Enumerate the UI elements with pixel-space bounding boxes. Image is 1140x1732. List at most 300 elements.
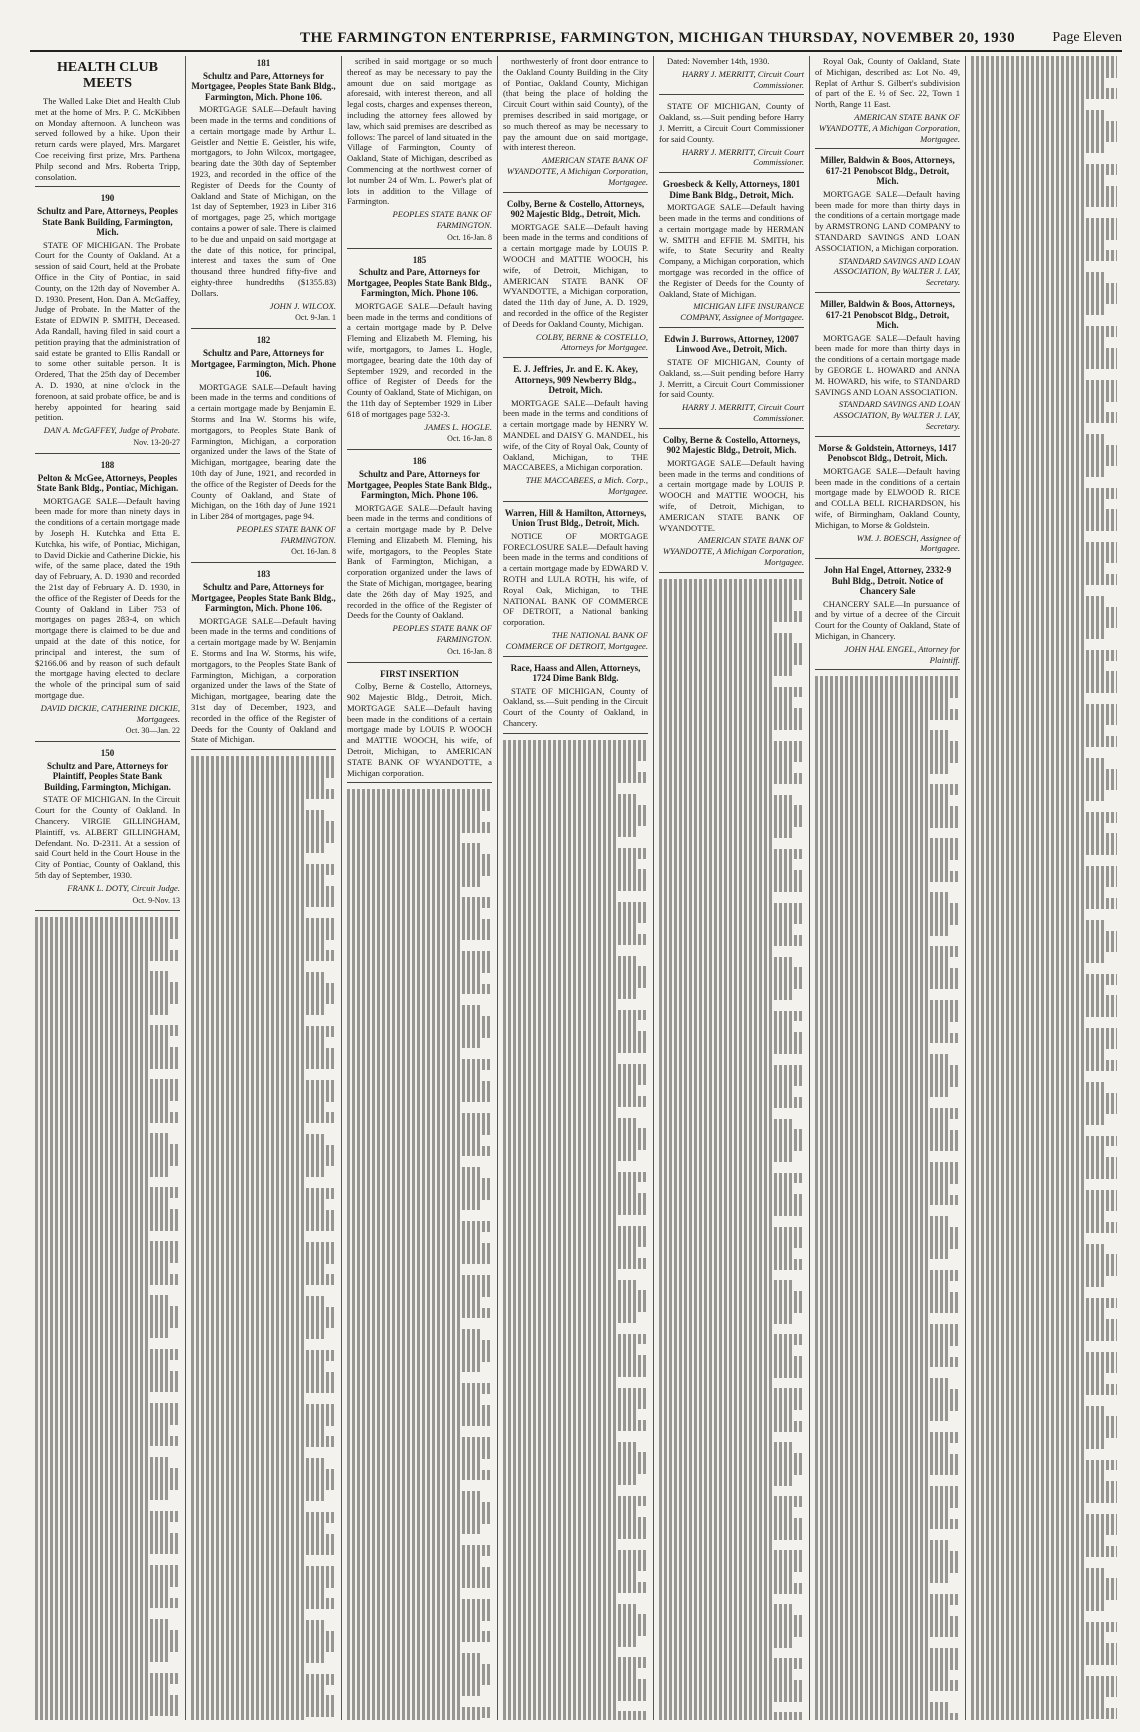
- text-line: [971, 218, 1117, 229]
- text-line: [659, 1561, 804, 1572]
- text-line: [815, 698, 948, 709]
- dense-text-filler: [191, 756, 336, 1720]
- text-line: [191, 1274, 336, 1285]
- text-line: [815, 849, 960, 860]
- text-line: [35, 1392, 148, 1403]
- text-line: [35, 1285, 148, 1296]
- text-line: [971, 1535, 1105, 1546]
- text-line: [971, 1406, 1105, 1417]
- text-line: [347, 1437, 492, 1448]
- text-line: [659, 643, 804, 654]
- text-line: [191, 1609, 304, 1620]
- text-line: [971, 1449, 1085, 1460]
- text-line: [503, 1593, 616, 1604]
- text-line: [815, 1659, 960, 1670]
- text-line: [971, 1524, 1117, 1535]
- text-line: [347, 789, 492, 800]
- text-line: [503, 1290, 648, 1301]
- notice-signature: THE NATIONAL BANK OF COMMERCE OF DETROIT, Mortgagee.: [505, 629, 648, 651]
- notice-dates: Nov. 13-20-27: [133, 438, 180, 448]
- text-line: [815, 1519, 960, 1530]
- text-line: [659, 751, 804, 762]
- text-line: [503, 1463, 648, 1474]
- text-line: [971, 207, 1085, 218]
- text-line: [503, 1398, 648, 1409]
- text-line: [503, 1517, 648, 1528]
- text-line: [971, 1136, 1117, 1147]
- text-line: [659, 1388, 804, 1399]
- text-line: [347, 887, 460, 898]
- text-line: [347, 1210, 460, 1221]
- divider: [815, 292, 960, 293]
- notice-signature: PEOPLES STATE BANK OF FARMINGTON.: [392, 209, 492, 230]
- text-line: [971, 1427, 1117, 1438]
- notice-body: MORTGAGE SALE—Default having been made in the terms and conditions of a certain mortgage made by Benjamin E. Storms and Ina W. Storms his wife, mortgagors, to Peoples State Bank of Farmington, Michigan, a corporation organized under the laws of the State of Michigan, mortgagee, bearing date the 10th day of June, 1921, and recorded in the office of the Register of Deeds for the County of Oakland, and State of Michigan, on the 16th day of June 1921 in Liber 284 of mortgages, page 94.: [191, 381, 336, 522]
- text-line: [503, 1452, 648, 1463]
- text-line: [191, 1404, 336, 1415]
- text-line: [347, 1135, 480, 1146]
- text-line: [35, 1608, 148, 1619]
- text-line: [659, 622, 772, 633]
- text-line: [347, 854, 492, 865]
- text-line: [35, 1457, 168, 1468]
- text-line: [347, 1308, 492, 1319]
- text-line: [659, 1140, 804, 1151]
- text-line: [347, 865, 492, 876]
- notice-heading: Race, Haass and Allen, Attorneys, 1724 Dime Bank Bldg.: [510, 662, 641, 684]
- text-line: [347, 1383, 492, 1394]
- text-line: [503, 1647, 616, 1658]
- text-line: [35, 1511, 180, 1522]
- text-line: [503, 956, 636, 967]
- text-line: [35, 1036, 168, 1047]
- text-line: [503, 1355, 648, 1366]
- text-line: [35, 1436, 180, 1447]
- text-line: [815, 1605, 948, 1616]
- notice-body: MORTGAGE SALE—Default having been made in the conditions of a certain mortgage made by ELWOOD R. RICE and COLLA BELL RICHARDSON, his wife, of Birmingham, Oakland County, Michigan, to Morse & Goldstein.: [815, 465, 960, 530]
- text-line: [191, 1674, 336, 1685]
- text-line: [659, 1572, 792, 1583]
- divider: [347, 248, 492, 249]
- column-6: [810, 56, 966, 1720]
- text-line: [659, 1410, 792, 1421]
- text-line: [503, 1690, 648, 1701]
- legal-notice: [503, 663, 648, 734]
- text-line: [971, 1600, 1105, 1611]
- text-line: [815, 1054, 948, 1065]
- text-line: [503, 1334, 648, 1345]
- text-line: [659, 1227, 804, 1238]
- text-line: [971, 1438, 1105, 1449]
- text-line: [971, 1200, 1117, 1211]
- text-line: [971, 1341, 1085, 1352]
- text-line: [659, 1669, 792, 1680]
- text-line: [503, 902, 648, 913]
- text-line: [971, 596, 1105, 607]
- text-line: [659, 1378, 772, 1389]
- text-line: [347, 1675, 492, 1686]
- text-line: [971, 402, 1105, 413]
- text-line: [815, 871, 960, 882]
- text-line: [659, 708, 804, 719]
- notice-body: Royal Oak, County of Oakland, State of Michigan, described as: Lot No. 49, Replat of Arthur S. Gilbert's subdivision of part of the E. ½ of Sec. 22, Town 1 North, Range 11 East.: [815, 56, 960, 110]
- notice-heading: Miller, Baldwin & Boos, Attorneys, 617-21 Penobscot Bldg., Detroit, Mich.: [820, 299, 955, 331]
- text-line: [35, 1144, 180, 1155]
- column-7: [966, 56, 1122, 1720]
- text-line: [347, 1113, 492, 1124]
- legal-notice: [659, 179, 804, 328]
- column-3: [342, 56, 498, 1720]
- notice-heading: John Hal Engel, Attorney, 2332-9 Buhl Bldg., Detroit. Notice of Chancery Sale: [823, 565, 952, 597]
- text-line: [659, 1129, 804, 1140]
- text-line: [971, 283, 1117, 294]
- text-line: [191, 940, 324, 951]
- text-line: [503, 859, 636, 870]
- text-line: [971, 823, 1105, 834]
- text-line: [191, 1652, 324, 1663]
- text-line: [347, 1448, 492, 1459]
- text-line: [191, 1469, 336, 1480]
- text-line: [503, 1657, 648, 1668]
- text-line: [347, 1340, 492, 1351]
- text-line: [971, 1514, 1117, 1525]
- text-line: [347, 1534, 460, 1545]
- text-line: [347, 1146, 492, 1157]
- text-line: [971, 1319, 1117, 1330]
- text-line: [815, 752, 960, 763]
- notice-body: MORTGAGE SALE—Default having been made for more than ninety days in the conditions of a certain mortgage made by Joseph H. Kutchka and Etta E. Kutchka, his wife, of Pontiac, Michigan, to David Dickie and Catherine Dickie, his wife, of the same place, dated the 19th day of February, A. D. 1930 and recorded the 21st day of February A. D. 1930, in the office of the Register of Deeds for the County of Oakland in Liber 753 of mortgages on pages 283-4, on which mortgage there is claimed to be due and unpaid at the date of this notice, for principal and interest, the sum of $2166.06 and by reason of such default the mortgage having elected to declare the whole of the principal sum of said mortgage due.: [35, 495, 180, 700]
- text-line: [971, 704, 1117, 715]
- text-line: [503, 826, 636, 837]
- text-line: [347, 1286, 492, 1297]
- notice-body: CHANCERY SALE—In pursuance of and by virtue of a decree of the Circuit Court for the County of Oakland, State of Michigan, in Chancery.: [815, 598, 960, 641]
- text-line: [971, 1384, 1117, 1395]
- text-line: [971, 844, 1117, 855]
- text-line: [191, 789, 336, 800]
- text-line: [347, 973, 480, 984]
- text-line: [191, 1037, 324, 1048]
- text-line: [35, 1015, 148, 1026]
- notice-heading: Schultz and Pare, Attorneys for Mortgagee, Peoples State Bank Bldg., Farmington, Mich. Phone 106.: [191, 582, 336, 614]
- text-line: [35, 1349, 180, 1360]
- text-line: [35, 1425, 168, 1436]
- text-line: [191, 950, 336, 961]
- text-line: [971, 153, 1085, 164]
- text-line: [191, 1544, 336, 1555]
- text-line: [815, 882, 928, 893]
- text-line: [971, 1276, 1105, 1287]
- text-line: [971, 261, 1085, 272]
- text-line: [971, 1049, 1105, 1060]
- text-line: [347, 1243, 492, 1254]
- text-line: [35, 1090, 180, 1101]
- text-line: [347, 930, 492, 941]
- text-line: [815, 1033, 960, 1044]
- divider: [191, 328, 336, 329]
- text-line: [347, 811, 480, 822]
- divider: [815, 558, 960, 559]
- text-line: [659, 1237, 804, 1248]
- text-line: [659, 611, 804, 622]
- text-line: [659, 892, 772, 903]
- text-line: [35, 1252, 180, 1263]
- text-line: [971, 1179, 1085, 1190]
- text-line: [503, 783, 616, 794]
- text-line: [659, 1691, 804, 1702]
- divider: [503, 733, 648, 734]
- text-line: [191, 1242, 336, 1253]
- text-line: [971, 1622, 1117, 1633]
- text-line: [815, 989, 928, 1000]
- text-line: [815, 784, 960, 795]
- text-line: [815, 1573, 948, 1584]
- text-line: [35, 1641, 180, 1652]
- notice-dates: Oct. 9-Nov. 13: [132, 895, 180, 905]
- text-line: [503, 1323, 616, 1334]
- text-line: [347, 1545, 492, 1556]
- text-line: [971, 488, 1117, 499]
- legal-notice: [35, 193, 180, 453]
- text-line: [971, 78, 1105, 89]
- text-line: [971, 855, 1085, 866]
- text-line: [35, 1231, 148, 1242]
- text-line: [815, 1195, 960, 1206]
- text-line: [347, 1005, 480, 1016]
- legal-notice: [347, 255, 492, 451]
- text-line: [971, 1665, 1085, 1676]
- text-line: [35, 1500, 148, 1511]
- text-line: [191, 1577, 336, 1588]
- text-line: [971, 1114, 1105, 1125]
- text-line: [659, 1248, 792, 1259]
- text-line: [347, 1038, 480, 1049]
- text-line: [971, 466, 1105, 477]
- text-line: [35, 1587, 168, 1598]
- text-line: [815, 1378, 948, 1389]
- text-line: [503, 869, 648, 880]
- text-line: [659, 1313, 792, 1324]
- text-line: [971, 1082, 1105, 1093]
- text-line: [659, 1583, 804, 1594]
- text-line: [503, 1042, 648, 1053]
- text-line: [971, 758, 1105, 769]
- text-line: [191, 918, 336, 929]
- text-line: [347, 1394, 480, 1405]
- legal-notice: [347, 669, 492, 784]
- text-line: [347, 1610, 492, 1621]
- notice-heading: Groesbeck & Kelly, Attorneys, 1801 Dime Bank Bldg., Detroit, Mich.: [662, 179, 801, 200]
- text-line: [191, 1480, 336, 1491]
- text-line: [971, 628, 1105, 639]
- text-line: [35, 1101, 168, 1112]
- text-line: [659, 1464, 804, 1475]
- text-line: [191, 994, 336, 1005]
- divider: [503, 357, 648, 358]
- text-line: [347, 1048, 460, 1059]
- text-line: [347, 1480, 460, 1491]
- text-line: [191, 1123, 304, 1134]
- text-line: [815, 1162, 960, 1173]
- text-line: [659, 1486, 772, 1497]
- column-4: [498, 56, 654, 1720]
- text-line: [347, 1524, 480, 1535]
- notice-heading: Schultz and Pare, Attorneys for Mortgagee, Farmington, Mich. Phone 106.: [191, 348, 336, 380]
- legal-notice: [815, 155, 960, 293]
- text-line: [971, 585, 1085, 596]
- text-line: [503, 1053, 616, 1064]
- text-line: [659, 1280, 792, 1291]
- text-line: [347, 1275, 492, 1286]
- text-line: [503, 1085, 636, 1096]
- text-line: [191, 1631, 336, 1642]
- text-line: [971, 391, 1117, 402]
- text-line: [815, 1281, 948, 1292]
- text-line: [191, 810, 324, 821]
- text-line: [191, 1663, 304, 1674]
- text-line: [347, 1200, 480, 1211]
- text-line: [659, 654, 804, 665]
- text-line: [815, 1141, 960, 1152]
- text-line: [971, 563, 1105, 574]
- notice-body: STATE OF MICHIGAN, County of Oakland, ss.—Suit pending in the Circuit Court of the County of Oakland, in Chancery.: [503, 685, 648, 728]
- text-line: [503, 1344, 636, 1355]
- divider: [191, 749, 336, 750]
- text-line: [971, 801, 1085, 812]
- text-line: [815, 979, 960, 990]
- text-line: [659, 1183, 792, 1194]
- text-line: [191, 1285, 304, 1296]
- text-line: [971, 1546, 1117, 1557]
- text-line: [191, 1264, 324, 1275]
- text-line: [971, 1060, 1117, 1071]
- text-line: [971, 56, 1117, 67]
- notice-signature: STANDARD SAVINGS AND LOAN ASSOCIATION, By WALTER J. LAY, Secretary.: [833, 255, 960, 288]
- text-line: [191, 1436, 336, 1447]
- text-line: [191, 767, 336, 778]
- legal-notice: [347, 56, 492, 249]
- text-line: [971, 1470, 1105, 1481]
- text-line: [35, 1522, 168, 1533]
- text-line: [971, 542, 1117, 553]
- text-line: [191, 832, 336, 843]
- text-line: [659, 1637, 792, 1648]
- text-line: [347, 1631, 492, 1642]
- text-line: [659, 741, 804, 752]
- newspaper-columns: [30, 56, 1122, 1720]
- text-line: [971, 1006, 1117, 1017]
- notice-body: scribed in said mortgage or so much thereof as may be necessary to pay the amount due on said mortgage as aforesaid, with interest thereon, and all legal costs, charges and expenses thereon, including the attorney fees allowed by law, which said premises are described as follows: The parcel of land situated in the Village of Farmington, County of Oakland, State of Michigan, described as Commencing at the northwest corner of lot number 24 of Wm. L. Power's plat of lots in addition to the Village of Farmington.: [347, 56, 492, 207]
- text-line: [503, 740, 648, 751]
- text-line: [191, 1296, 324, 1307]
- text-line: [971, 898, 1117, 909]
- text-line: [815, 925, 948, 936]
- notice-signature: HARRY J. MERRITT, Circuit Court Commissioner.: [681, 68, 804, 90]
- text-line: [347, 1167, 480, 1178]
- text-line: [971, 240, 1105, 251]
- divider: [347, 449, 492, 450]
- text-line: [815, 828, 928, 839]
- text-line: [815, 1119, 948, 1130]
- text-line: [815, 1108, 960, 1119]
- text-line: [659, 1162, 772, 1173]
- text-line: [35, 1338, 148, 1349]
- text-line: [347, 1362, 480, 1373]
- text-line: [659, 1032, 804, 1043]
- text-line: [659, 633, 792, 644]
- text-line: [659, 924, 792, 935]
- text-line: [659, 1712, 804, 1720]
- text-line: [815, 1702, 948, 1713]
- text-line: [815, 1508, 948, 1519]
- text-line: [971, 877, 1117, 888]
- text-line: [659, 1065, 804, 1076]
- text-line: [815, 957, 948, 968]
- text-line: [35, 1058, 180, 1069]
- text-line: [35, 1630, 180, 1641]
- text-line: [503, 1571, 636, 1582]
- text-line: [971, 1643, 1117, 1654]
- notice-signature: FRANK L. DOTY, Circuit Judge.: [67, 882, 180, 893]
- text-line: [659, 1173, 804, 1184]
- text-line: [659, 1216, 772, 1227]
- text-line: [971, 790, 1105, 801]
- text-line: [503, 1118, 636, 1129]
- text-line: [347, 1016, 492, 1027]
- text-line: [971, 1568, 1105, 1579]
- text-line: [815, 720, 928, 731]
- notice-signature: DAVID DICKIE, CATHERINE DICKIE, Mortgagees.: [40, 702, 180, 724]
- text-line: [191, 1102, 324, 1113]
- dense-text-filler: [659, 579, 804, 1720]
- text-line: [815, 1594, 960, 1605]
- text-line: [659, 1702, 772, 1713]
- text-line: [659, 1205, 804, 1216]
- divider: [659, 572, 804, 573]
- text-line: [971, 196, 1117, 207]
- text-line: [971, 941, 1117, 952]
- text-line: [815, 968, 960, 979]
- text-line: [35, 1133, 168, 1144]
- text-line: [971, 769, 1117, 780]
- publication-line: THE FARMINGTON ENTERPRISE, FARMINGTON, MICHIGAN THURSDAY, NOVEMBER 20, 1930: [300, 30, 1016, 46]
- text-line: [35, 1684, 168, 1695]
- notice-body: MORTGAGE SALE—Default having been made in the terms and conditions of a certain mortgage made by Arthur L. Geistler and Nettie E. Geistler, his wife, mortgagors, to John Wilcox, mortgagee, bearing date the 30th day of September 1923, and recorded in the office of the Register of Deeds for the County of Oakland and State of Michigan, on the 1st day of September, 1923 in Liber 316 of mortgages, page 25, which mortgage contains a power of sale. There is claimed to be due and unpaid on said mortgage at the date of this notice, for principal, interest and taxes the sum of One thousand three hundred fifty-five and eighty-three hundredths ($1355.83) Dollars.: [191, 104, 336, 298]
- text-line: [191, 972, 324, 983]
- legal-notice: [347, 456, 492, 662]
- text-line: [503, 966, 648, 977]
- text-line: [503, 1636, 636, 1647]
- text-line: [347, 1124, 492, 1135]
- text-line: [503, 977, 648, 988]
- text-line: [971, 455, 1117, 466]
- page-number: Page Eleven: [1052, 30, 1122, 45]
- text-line: [503, 1409, 636, 1420]
- text-line: [971, 812, 1117, 823]
- text-line: [347, 1685, 480, 1696]
- text-line: [503, 1161, 616, 1172]
- notice-body: MORTGAGE SALE—Default having been made in the terms and conditions of a certain mortgage made by W. Benjamin E. Storms and Ina W. Storms, his wife, mortgagors, to the Peoples State Bank of Farmington, Michigan, a corporation organized under the laws of the State of Michigan, mortgagee, bearing date the 31st day of December, 1923, and recorded in the office of the Register of Deeds for the County of Oakland and State of Michigan.: [191, 615, 336, 745]
- text-line: [503, 1064, 648, 1075]
- text-line: [971, 348, 1117, 359]
- text-line: [659, 773, 804, 784]
- text-line: [971, 639, 1085, 650]
- notice-signature: HARRY J. MERRITT, Circuit Court Commissioner.: [681, 402, 804, 423]
- text-line: [815, 730, 948, 741]
- divider: [347, 662, 492, 663]
- text-line: [35, 1079, 180, 1090]
- notice-number: 186: [412, 456, 427, 467]
- text-line: [191, 907, 304, 918]
